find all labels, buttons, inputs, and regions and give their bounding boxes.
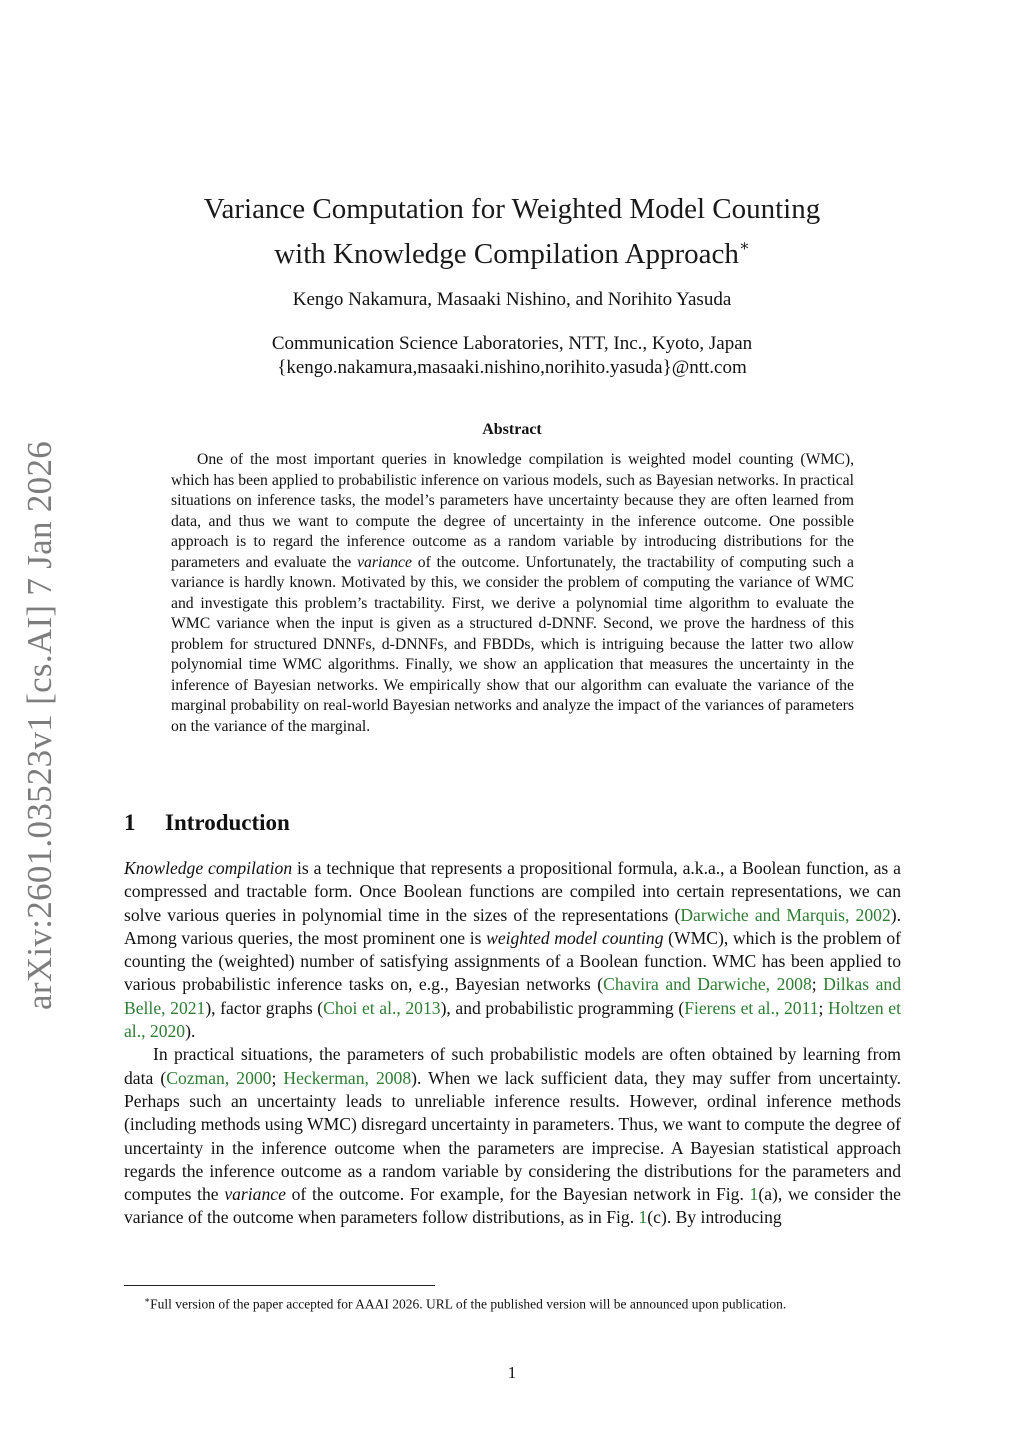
citation-year: 2011: [783, 997, 819, 1018]
citation-separator: ,: [774, 997, 784, 1018]
citation-separator: ;: [811, 974, 824, 995]
term-knowledge-compilation: Knowledge compilation: [124, 858, 293, 878]
citation-separator: ,: [161, 997, 171, 1018]
citation-author: Dilkas and Belle: [124, 974, 902, 1018]
page-number: 1: [507, 1363, 517, 1382]
citation-year: 2000: [236, 1067, 272, 1088]
footnote-divider: [124, 1285, 435, 1286]
section-heading: [124, 810, 290, 836]
footnote-mark: ∗: [144, 1295, 151, 1305]
citation-year: 2008: [375, 1067, 412, 1088]
title-line-1: Variance Computation for Weighted Model Counting: [203, 193, 821, 225]
citation-author: Fierens et al.: [684, 997, 775, 1018]
para1-text-4: ), factor graphs (: [205, 997, 324, 1018]
figure-ref-1a[interactable]: 1: [749, 1184, 759, 1205]
section-number: 1: [124, 810, 136, 835]
citation-author: Darwiche and Marquis: [680, 904, 846, 925]
citation-year: 2008: [776, 974, 812, 995]
citation-separator: ,: [845, 904, 856, 925]
paragraph-1: [124, 857, 901, 1043]
citation-separator: ;: [271, 1067, 284, 1088]
para1-text-3: (WMC), which is the problem of counting the (weighted) number of satisfying assignments of a Boolean function. WMC has been applied to various probabilistic inference tasks on, e.g., Bayesian networks (: [124, 927, 901, 995]
citation-year: 2020: [149, 1021, 186, 1042]
title-line-2-text: with Knowledge Compilation Approach: [274, 238, 739, 270]
citation-chavira-darwiche[interactable]: [603, 974, 812, 994]
term-weighted-model-counting: weighted model counting: [486, 927, 664, 948]
citation-author: Chavira and Darwiche: [603, 974, 766, 995]
title-footnote-mark: ∗: [738, 238, 750, 255]
citation-author: Cozman: [166, 1067, 225, 1088]
author-emails: {kengo.nakamura,masaaki.nishino,norihito.yasuda}@ntt.com: [277, 357, 747, 378]
citation-author: Holtzen et al.: [124, 997, 901, 1042]
para1-text-6: ).: [185, 1021, 196, 1042]
citation-darwiche-marquis[interactable]: [680, 905, 890, 925]
para2-text-1: In practical situations, the parameters of such probabilistic models are often obtained by learning from data (: [124, 1044, 901, 1088]
para1-text-5: ), and probabilistic programming (: [440, 997, 685, 1018]
citation-fierens[interactable]: [684, 998, 818, 1018]
paragraph-2: [124, 1043, 901, 1229]
citation-author: Heckerman: [283, 1067, 365, 1088]
citation-separator: ,: [224, 1067, 237, 1088]
citation-cozman[interactable]: [166, 1068, 271, 1088]
abstract-text-2: of the outcome. Unfortunately, the tractability of computing such a variance is hardly known. Motivated by this, we consider the problem of computing the variance of WMC and investigate this problem’s tractability. First, we derive a polynomial time algorithm to evaluate the WMC variance when the input is given as a structured d-DNNF. Second, we prove the hardness of this problem for structured DNNFs, d-DNNFs, and FBDDs, which is intriguing because the latter two allow polynomial time WMC algorithms. Finally, we show an application that measures the uncertainty in the inference of Bayesian networks. We empirically show that our algorithm can evaluate the variance of the marginal probability on real-world Bayesian networks and analyze the impact of the variances of parameters on the variance of the marginal.: [171, 553, 855, 735]
abstract-emphasis: variance: [357, 553, 412, 571]
para2-text-3: of the outcome. For example, for the Bayesian network in Fig.: [285, 1184, 750, 1205]
abstract-body: [171, 450, 854, 737]
citation-author: Choi et al.: [323, 997, 397, 1018]
citation-year: 2021: [170, 997, 206, 1018]
citation-year: 2013: [405, 997, 441, 1018]
figure-ref-1c[interactable]: 1: [638, 1207, 648, 1228]
abstract-text-1: One of the most important queries in knowledge compilation is weighted model counting (WMC), which has been applied to probabilistic inference on various models, such as Bayesian networks. In practical situations on inference tasks, the model’s parameters have uncertainty because they are often learned from data, and thus we want to compute the degree of uncertainty in the inference outcome. One possible approach is to regard the inference outcome as a random variable by introducing distributions for the parameters and evaluate the: [171, 451, 854, 571]
title-line-2: [124, 228, 900, 273]
citation-separator: ,: [396, 997, 406, 1018]
citation-year: 2002: [855, 904, 891, 925]
author-list: Kengo Nakamura, Masaaki Nishino, and Norihito Yasuda: [292, 289, 732, 310]
para1-text-1: is a technique that represents a propositional formula, a.k.a., a Boolean function, as a compressed and tractable form. Once Boolean functions are compiled into certain representations, we can solve various queries in polynomial time in the sizes of the representations (: [124, 858, 901, 925]
citation-choi[interactable]: [323, 998, 440, 1018]
introduction-body: [124, 857, 901, 1230]
para2-text-4: (a), we consider the variance of the outcome when parameters follow distributions, as in Fig.: [124, 1184, 901, 1228]
citation-separator: ,: [141, 1021, 150, 1042]
paper-title: [124, 190, 900, 273]
para1-text-2: ). Among various queries, the most prominent one is: [124, 904, 901, 948]
citation-heckerman[interactable]: [283, 1068, 411, 1088]
affiliation: [124, 332, 900, 380]
term-variance: variance: [224, 1184, 286, 1205]
citation-separator: ,: [765, 974, 777, 995]
citation-separator: ,: [364, 1067, 376, 1088]
institution: Communication Science Laboratories, NTT, Inc., Kyoto, Japan: [271, 333, 753, 354]
para2-text-2: ). When we lack sufficient data, they may suffer from uncertainty. Perhaps such an uncertainty leads to unreliable inference results. However, ordinal inference methods (including methods using WMC) disregard uncertainty in parameters. Thus, we want to compute the degree of uncertainty in the inference outcome when the parameters are imprecise. A Bayesian statistical approach regards the inference outcome as a random variable by considering the distributions for the parameters and computes the: [124, 1067, 901, 1205]
footnote: [124, 1291, 901, 1314]
abstract-heading: Abstract: [482, 421, 542, 438]
arxiv-identifier: arXiv:2601.03523v1 [cs.AI] 7 Jan 2026: [20, 440, 59, 1010]
footnote-text: Full version of the paper accepted for AAAI 2026. URL of the published version will be announced upon publication.: [150, 1296, 787, 1312]
section-title: Introduction: [165, 810, 290, 835]
para2-text-5: (c). By introducing: [647, 1207, 782, 1228]
citation-separator: ;: [818, 997, 828, 1018]
